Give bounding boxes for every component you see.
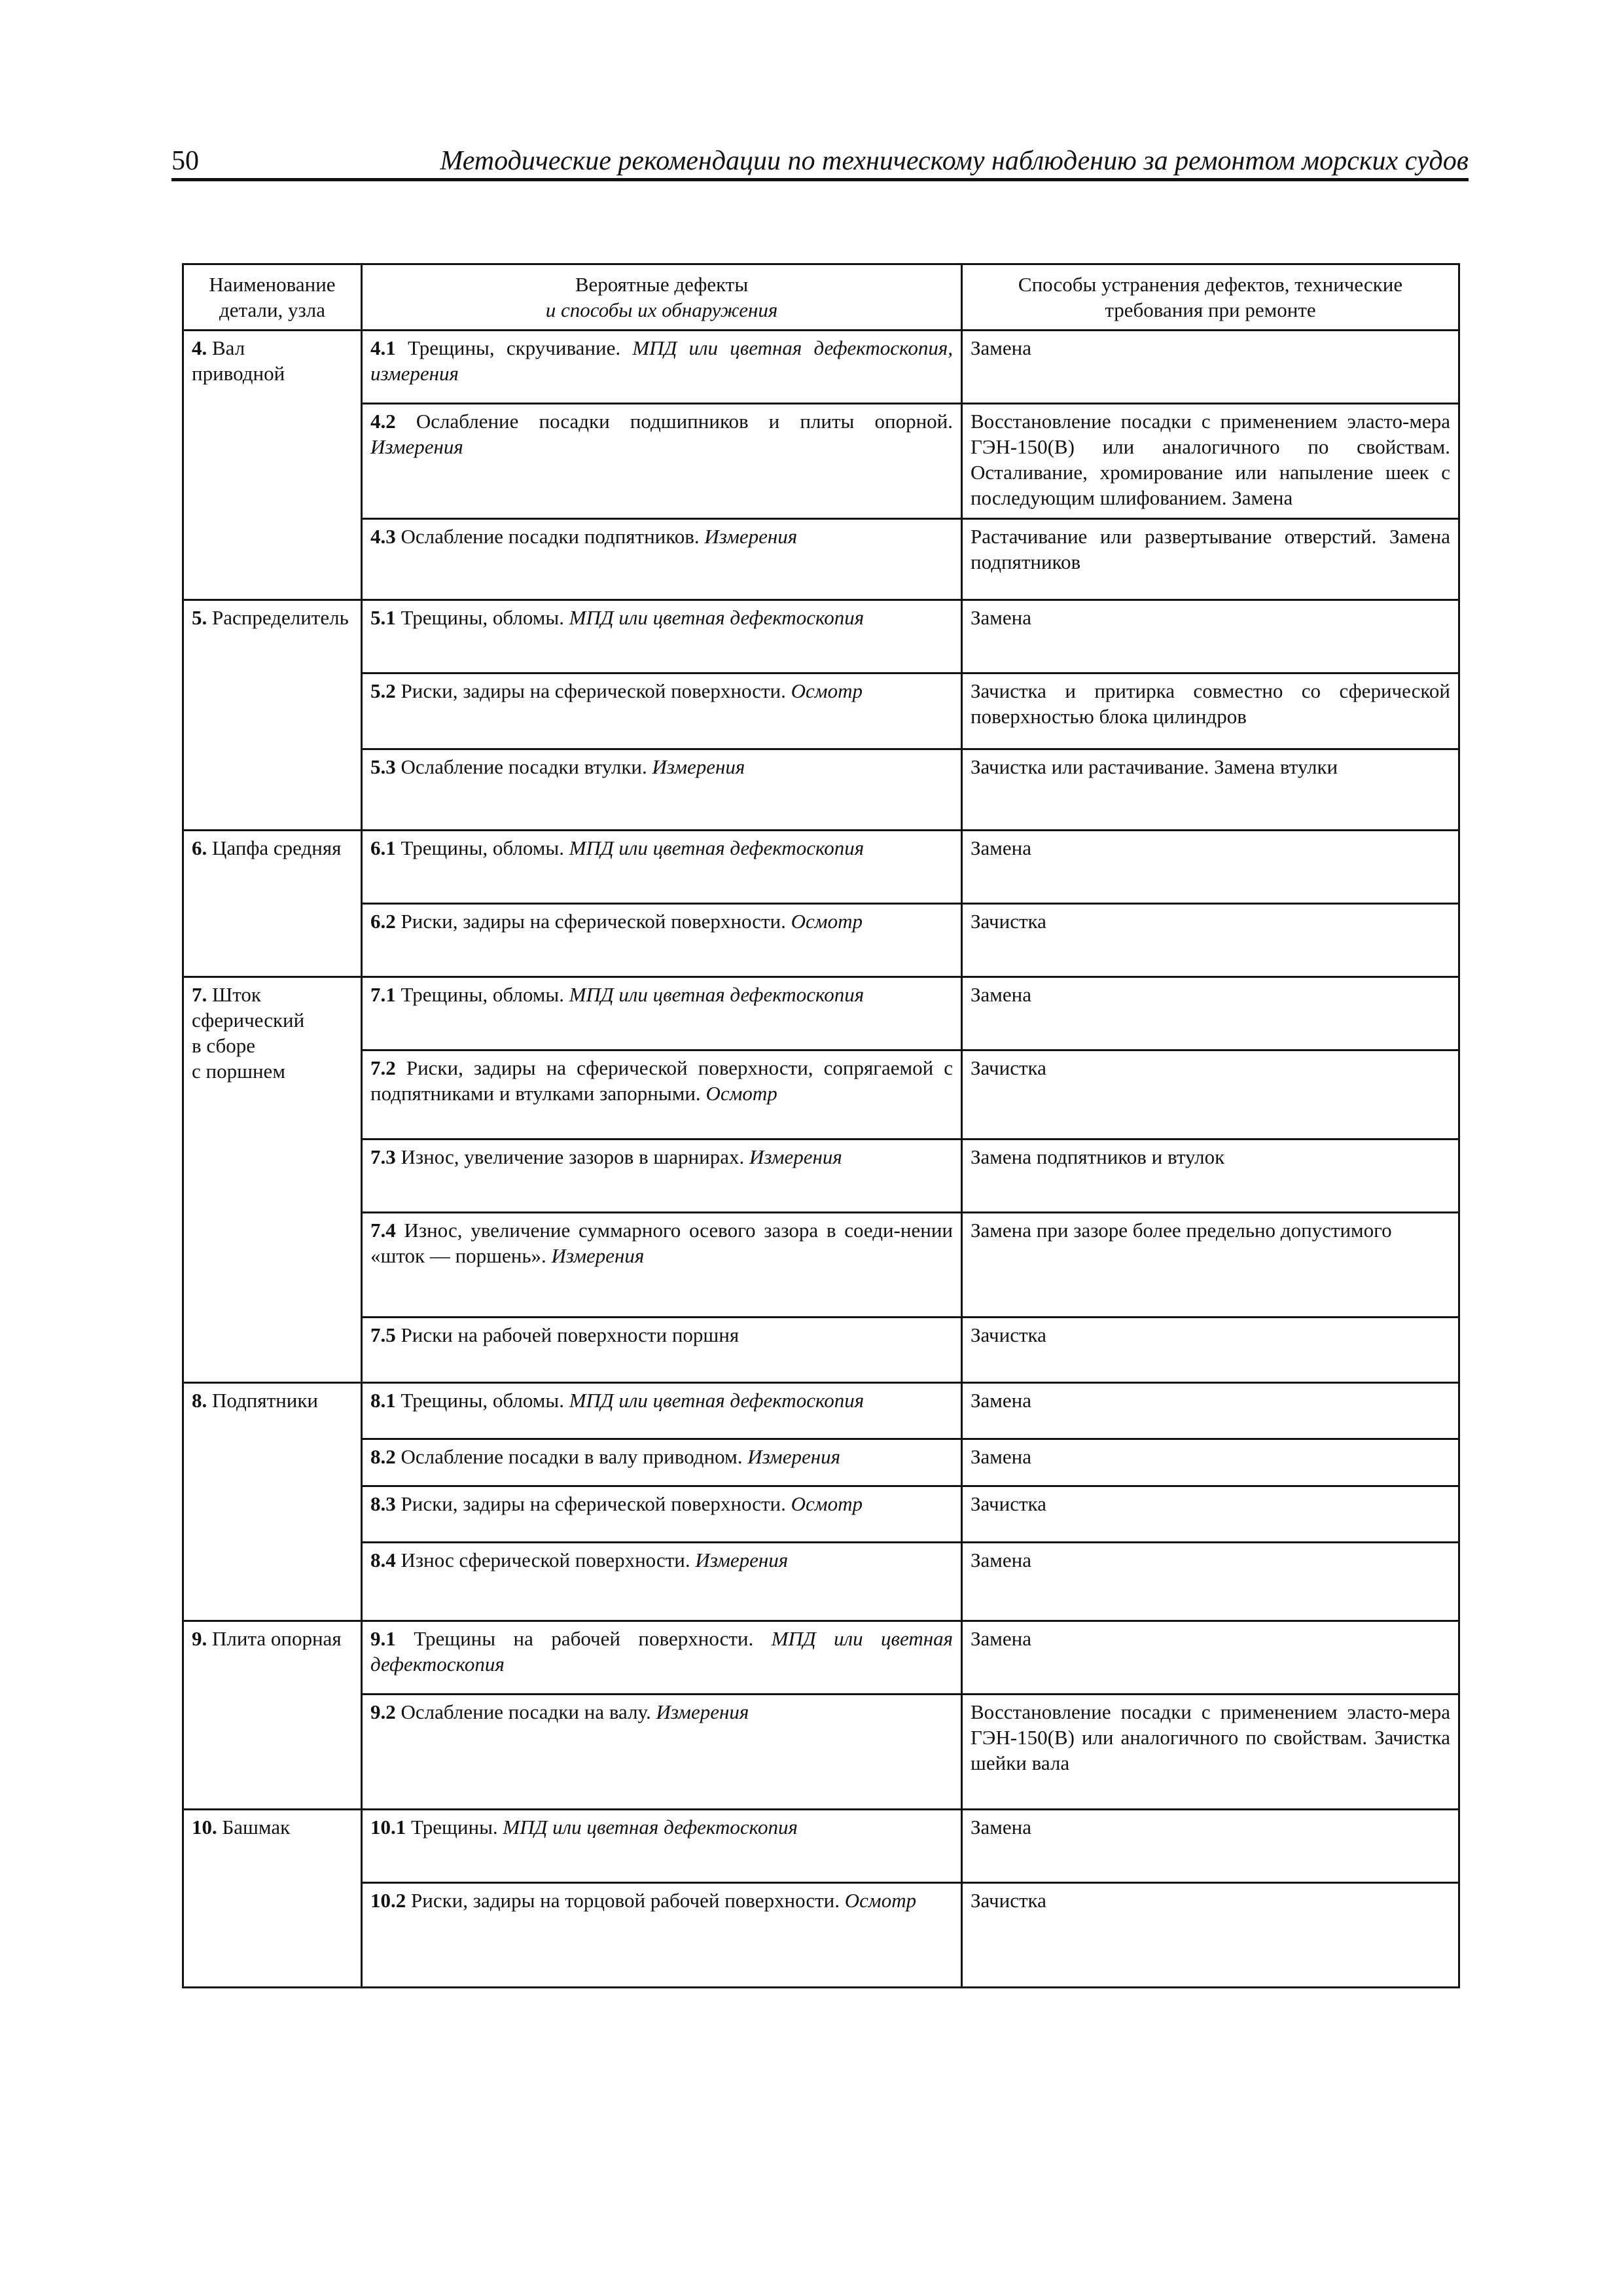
detection-method: Измерения: [695, 1549, 789, 1571]
detection-method: Измерения: [747, 1445, 841, 1468]
remedy-cell: Восстановление посадки с применением эласто-мера ГЭН-150(В) или аналогичного по свойствам. Зачистка шейки вала: [962, 1695, 1459, 1810]
part-number: 6.: [192, 836, 207, 859]
defect-cell: [362, 600, 962, 673]
table-row: [183, 904, 1459, 977]
defect-number: 6.2: [370, 910, 396, 933]
remedy-cell: Зачистка: [962, 1486, 1459, 1543]
table-body: [183, 331, 1459, 1988]
defect-cell: [362, 904, 962, 977]
defect-text: Ослабление посадки втулки.: [401, 755, 647, 778]
page-header: [171, 144, 1469, 181]
part-name-cell: [183, 600, 362, 831]
defect-text: Трещины, обломы.: [401, 983, 564, 1006]
table-row: [183, 331, 1459, 404]
remedy-cell: Зачистка: [962, 1318, 1459, 1383]
remedy-cell: Восстановление посадки с применением эласто-мера ГЭН-150(В) или аналогичного по свойствам. Осталивание, хромирование или напыление шеек с последующим шлифованием. Замена: [962, 404, 1459, 519]
defect-cell: [362, 1486, 962, 1543]
defect-cell: [362, 831, 962, 904]
defect-number: 10.1: [370, 1816, 406, 1839]
defect-number: 7.2: [370, 1056, 396, 1079]
remedy-cell: Зачистка или растачивание. Замена втулки: [962, 749, 1459, 831]
part-name: Башмак: [222, 1816, 291, 1839]
header-rule: [171, 178, 1469, 181]
defect-number: 8.3: [370, 1492, 396, 1515]
table-row: [183, 1318, 1459, 1383]
table-row: [183, 1810, 1459, 1883]
table-row: [183, 1486, 1459, 1543]
table-row: [183, 1621, 1459, 1695]
remedy-cell: Зачистка: [962, 1050, 1459, 1139]
defect-number: 5.2: [370, 679, 396, 702]
detection-method: МПД или цветная дефектоскопия: [503, 1816, 798, 1839]
defect-number: 8.1: [370, 1389, 396, 1412]
table-row: [183, 749, 1459, 831]
defect-text: Износ, увеличение суммарного осевого зазора в соеди-нении «шток — поршень».: [370, 1219, 953, 1267]
part-number: 4.: [192, 336, 207, 359]
defect-number: 4.3: [370, 525, 396, 548]
detection-method: МПД или цветная дефектоскопия, измерения: [370, 336, 954, 385]
part-name: Вал приводной: [192, 336, 285, 385]
defect-cell: [362, 1318, 962, 1383]
defect-number: 9.1: [370, 1627, 396, 1650]
defect-text: Риски, задиры на сферической поверхности, сопрягаемой с подпятниками и втулками запорными.: [370, 1056, 954, 1105]
remedy-cell: Замена: [962, 1621, 1459, 1695]
header-part: Наименование детали, узла: [183, 264, 362, 331]
defect-text: Ослабление посадки подшипников и плиты опорной.: [416, 410, 953, 433]
detection-method: МПД или цветная дефектоскопия: [569, 836, 865, 859]
table-row: [183, 519, 1459, 600]
table-row: [183, 1139, 1459, 1213]
defect-cell: [362, 1050, 962, 1139]
remedy-cell: Замена: [962, 331, 1459, 404]
part-name: Распределитель: [212, 606, 349, 629]
remedy-cell: Растачивание или развертывание отверстий. Замена подпятников: [962, 519, 1459, 600]
header-defects-main: Вероятные дефекты: [575, 273, 749, 296]
defect-number: 8.4: [370, 1549, 396, 1571]
remedy-cell: Замена: [962, 1810, 1459, 1883]
remedy-cell: Замена: [962, 831, 1459, 904]
table-header-row: [183, 264, 1459, 331]
part-name: Шток сферический в сборе с поршнем: [192, 983, 305, 1083]
defect-cell: [362, 673, 962, 749]
defect-text: Ослабление посадки в валу приводном.: [401, 1445, 743, 1468]
remedy-cell: Замена: [962, 1543, 1459, 1621]
detection-method: Осмотр: [705, 1082, 777, 1105]
header-defects: [362, 264, 962, 331]
defect-text: Трещины на рабочей поверхности.: [414, 1627, 754, 1650]
detection-method: Осмотр: [791, 910, 863, 933]
table-row: [183, 1213, 1459, 1318]
detection-method: Измерения: [652, 755, 745, 778]
defect-number: 7.5: [370, 1323, 396, 1346]
defect-cell: [362, 331, 962, 404]
table-row: [183, 1695, 1459, 1810]
defect-cell: [362, 977, 962, 1050]
part-name-cell: [183, 1810, 362, 1988]
running-title: Методические рекомендации по техническому наблюдению за ремонтом морских судов: [440, 146, 1469, 176]
defect-text: Риски, задиры на сферической поверхности.: [401, 1492, 786, 1515]
defect-number: 7.3: [370, 1145, 396, 1168]
defect-text: Трещины, скручивание.: [407, 336, 621, 359]
table-row: [183, 977, 1459, 1050]
detection-method: МПД или цветная дефектоскопия: [569, 606, 865, 629]
detection-method: МПД или цветная дефектоскопия: [370, 1627, 954, 1676]
part-name: Плита опорная: [212, 1627, 342, 1650]
detection-method: Осмотр: [791, 679, 863, 702]
remedy-cell: Замена подпятников и втулок: [962, 1139, 1459, 1213]
detection-method: Измерения: [749, 1145, 842, 1168]
detection-method: Измерения: [551, 1244, 645, 1267]
table-row: [183, 404, 1459, 519]
defect-text: Трещины.: [411, 1816, 498, 1839]
defect-text: Ослабление посадки подпятников.: [401, 525, 700, 548]
remedy-cell: Замена: [962, 600, 1459, 673]
defect-cell: [362, 1883, 962, 1988]
detection-method: Осмотр: [844, 1889, 917, 1912]
part-number: 9.: [192, 1627, 207, 1650]
detection-method: МПД или цветная дефектоскопия: [569, 1389, 865, 1412]
remedy-cell: Замена при зазоре более предельно допустимого: [962, 1213, 1459, 1318]
table-row: [183, 1050, 1459, 1139]
part-number: 10.: [192, 1816, 217, 1839]
defect-text: Износ, увеличение зазоров в шарнирах.: [401, 1145, 745, 1168]
defect-number: 6.1: [370, 836, 396, 859]
defect-number: 7.4: [370, 1219, 396, 1242]
defect-cell: [362, 1383, 962, 1439]
defect-cell: [362, 749, 962, 831]
defect-text: Износ сферической поверхности.: [401, 1549, 690, 1571]
defect-text: Риски на рабочей поверхности поршня: [401, 1323, 740, 1346]
defect-cell: [362, 1810, 962, 1883]
remedy-cell: Зачистка: [962, 1883, 1459, 1988]
defect-cell: [362, 1695, 962, 1810]
defect-text: Трещины, обломы.: [401, 606, 564, 629]
remedy-cell: Замена: [962, 977, 1459, 1050]
table-row: [183, 600, 1459, 673]
defect-text: Ослабление посадки на валу.: [401, 1700, 651, 1723]
defect-number: 8.2: [370, 1445, 396, 1468]
defect-text: Риски, задиры на сферической поверхности.: [401, 910, 786, 933]
part-name-cell: [183, 1621, 362, 1810]
remedy-cell: Зачистка и притирка совместно со сферической поверхностью блока цилиндров: [962, 673, 1459, 749]
part-name-cell: [183, 1383, 362, 1621]
defect-number: 4.2: [370, 410, 396, 433]
detection-method: Измерения: [704, 525, 798, 548]
table-row: [183, 1543, 1459, 1621]
defect-text: Трещины, обломы.: [401, 1389, 564, 1412]
part-name: Цапфа средняя: [212, 836, 342, 859]
part-number: 5.: [192, 606, 207, 629]
defects-table: [182, 263, 1460, 1988]
part-name-cell: [183, 977, 362, 1383]
defect-cell: [362, 1543, 962, 1621]
header-defects-sub: и способы их обнаружения: [545, 298, 778, 321]
defect-number: 5.1: [370, 606, 396, 629]
table-row: [183, 673, 1459, 749]
defect-cell: [362, 1621, 962, 1695]
defect-cell: [362, 1439, 962, 1486]
part-name-cell: [183, 831, 362, 977]
page-number: 50: [171, 146, 199, 176]
defect-number: 4.1: [370, 336, 396, 359]
table-row: [183, 1883, 1459, 1988]
part-name-cell: [183, 331, 362, 600]
defect-cell: [362, 404, 962, 519]
header-remedy: Способы устранения дефектов, технические требования при ремонте: [962, 264, 1459, 331]
part-number: 8.: [192, 1389, 207, 1412]
defect-number: 10.2: [370, 1889, 406, 1912]
part-name: Подпятники: [212, 1389, 318, 1412]
defect-text: Риски, задиры на торцовой рабочей поверхности.: [411, 1889, 840, 1912]
defect-number: 7.1: [370, 983, 396, 1006]
defect-number: 9.2: [370, 1700, 396, 1723]
defect-number: 5.3: [370, 755, 396, 778]
part-number: 7.: [192, 983, 207, 1006]
remedy-cell: Зачистка: [962, 904, 1459, 977]
detection-method: МПД или цветная дефектоскопия: [569, 983, 865, 1006]
defect-cell: [362, 1139, 962, 1213]
detection-method: Измерения: [370, 435, 463, 458]
table-row: [183, 1383, 1459, 1439]
table-row: [183, 831, 1459, 904]
table-row: [183, 1439, 1459, 1486]
detection-method: Измерения: [656, 1700, 749, 1723]
detection-method: Осмотр: [791, 1492, 863, 1515]
defect-text: Трещины, обломы.: [401, 836, 564, 859]
remedy-cell: Замена: [962, 1439, 1459, 1486]
remedy-cell: Замена: [962, 1383, 1459, 1439]
defect-cell: [362, 1213, 962, 1318]
defect-text: Риски, задиры на сферической поверхности.: [401, 679, 786, 702]
defect-cell: [362, 519, 962, 600]
